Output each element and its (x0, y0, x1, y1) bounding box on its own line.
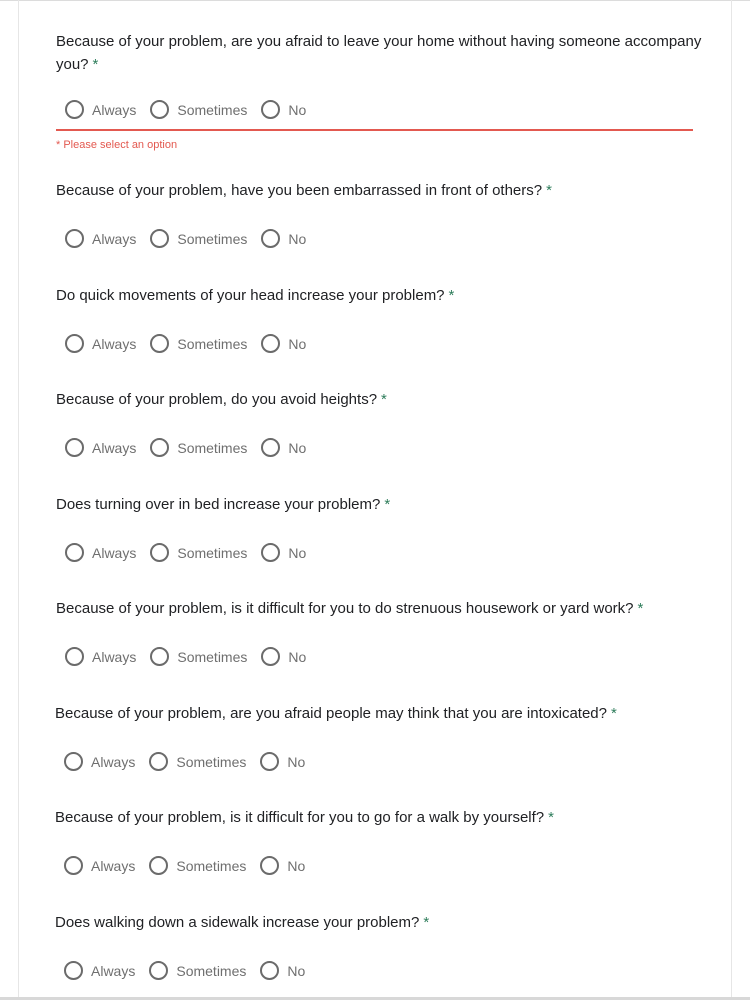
question-title: Because of your problem, are you afraid to leave your home without having someone accompany you? * (56, 33, 702, 73)
question-title: Does walking down a sidewalk increase your problem? * (55, 914, 430, 931)
question-8 (55, 806, 705, 874)
radio-icon[interactable] (65, 438, 84, 457)
radio-icon[interactable] (150, 334, 169, 353)
option-always[interactable]: Always (65, 100, 136, 119)
radio-icon[interactable] (150, 438, 169, 457)
option-sometimes[interactable]: Sometimes (150, 438, 247, 457)
page-right-edge (731, 0, 732, 1000)
radio-icon[interactable] (261, 100, 280, 119)
radio-icon[interactable] (64, 752, 83, 771)
required-mark: * (384, 496, 391, 513)
question-title: Do quick movements of your head increase your problem? * (56, 287, 455, 304)
options-group (65, 334, 320, 353)
option-no[interactable]: No (261, 647, 306, 666)
radio-icon[interactable] (150, 647, 169, 666)
option-sometimes[interactable]: Sometimes (149, 752, 246, 771)
required-mark: * (637, 600, 644, 617)
option-always[interactable]: Always (64, 752, 135, 771)
radio-icon[interactable] (149, 752, 168, 771)
option-always[interactable]: Always (64, 856, 135, 875)
option-no[interactable]: No (260, 961, 305, 980)
required-mark: * (92, 56, 99, 73)
options-group (65, 229, 320, 248)
required-mark: * (381, 391, 387, 408)
radio-icon[interactable] (260, 961, 279, 980)
radio-icon[interactable] (150, 100, 169, 119)
option-sometimes[interactable]: Sometimes (149, 856, 246, 875)
radio-icon[interactable] (149, 961, 168, 980)
question-7 (55, 702, 705, 770)
option-always[interactable]: Always (65, 334, 136, 353)
option-sometimes[interactable]: Sometimes (150, 543, 247, 562)
radio-icon[interactable] (261, 438, 280, 457)
required-mark: * (611, 705, 617, 722)
options-group (65, 543, 320, 562)
radio-icon[interactable] (150, 229, 169, 248)
option-no[interactable]: No (260, 752, 305, 771)
option-sometimes[interactable]: Sometimes (149, 961, 246, 980)
error-message: * Please select an option (56, 139, 178, 151)
options-group (65, 647, 320, 666)
question-4 (56, 388, 706, 456)
radio-icon[interactable] (64, 856, 83, 875)
option-no[interactable]: No (261, 100, 306, 119)
option-always[interactable]: Always (64, 961, 135, 980)
question-9 (55, 911, 705, 979)
options-group (64, 961, 319, 980)
error-underline (56, 129, 693, 131)
radio-icon[interactable] (64, 961, 83, 980)
question-5 (56, 493, 706, 561)
options-group (64, 752, 319, 771)
option-sometimes[interactable]: Sometimes (150, 100, 247, 119)
radio-icon[interactable] (150, 543, 169, 562)
page-left-edge (18, 0, 19, 1000)
radio-icon[interactable] (149, 856, 168, 875)
radio-icon[interactable] (261, 229, 280, 248)
question-3 (56, 284, 706, 352)
option-no[interactable]: No (261, 438, 306, 457)
radio-icon[interactable] (261, 543, 280, 562)
radio-icon[interactable] (65, 543, 84, 562)
question-1 (56, 30, 706, 151)
radio-icon[interactable] (261, 334, 280, 353)
option-no[interactable]: No (261, 543, 306, 562)
question-2 (56, 179, 706, 247)
option-always[interactable]: Always (65, 543, 136, 562)
option-sometimes[interactable]: Sometimes (150, 647, 247, 666)
question-6 (56, 597, 706, 665)
question-title: Because of your problem, are you afraid people may think that you are intoxicated? * (55, 705, 617, 722)
question-title: Because of your problem, is it difficult for you to go for a walk by yourself? * (55, 809, 554, 826)
question-title: Because of your problem, do you avoid heights? * (56, 391, 387, 408)
option-always[interactable]: Always (65, 229, 136, 248)
radio-icon[interactable] (261, 647, 280, 666)
radio-icon[interactable] (260, 752, 279, 771)
options-group (65, 438, 320, 457)
radio-icon[interactable] (65, 647, 84, 666)
required-mark: * (423, 914, 430, 931)
question-title: Does turning over in bed increase your problem? * (56, 496, 391, 513)
required-mark: * (546, 182, 552, 199)
option-always[interactable]: Always (65, 438, 136, 457)
option-sometimes[interactable]: Sometimes (150, 334, 247, 353)
page-top-edge (0, 0, 750, 1)
radio-icon[interactable] (260, 856, 279, 875)
question-title: Because of your problem, is it difficult for you to do strenuous housework or yard work? * (56, 600, 644, 617)
option-always[interactable]: Always (65, 647, 136, 666)
option-sometimes[interactable]: Sometimes (150, 229, 247, 248)
radio-icon[interactable] (65, 334, 84, 353)
option-no[interactable]: No (260, 856, 305, 875)
option-no[interactable]: No (261, 334, 306, 353)
option-no[interactable]: No (261, 229, 306, 248)
question-title: Because of your problem, have you been embarrassed in front of others? * (56, 182, 552, 199)
radio-icon[interactable] (65, 229, 84, 248)
required-mark: * (548, 809, 554, 826)
required-mark: * (448, 287, 455, 304)
radio-icon[interactable] (65, 100, 84, 119)
options-group (65, 100, 320, 119)
options-group (64, 856, 319, 875)
